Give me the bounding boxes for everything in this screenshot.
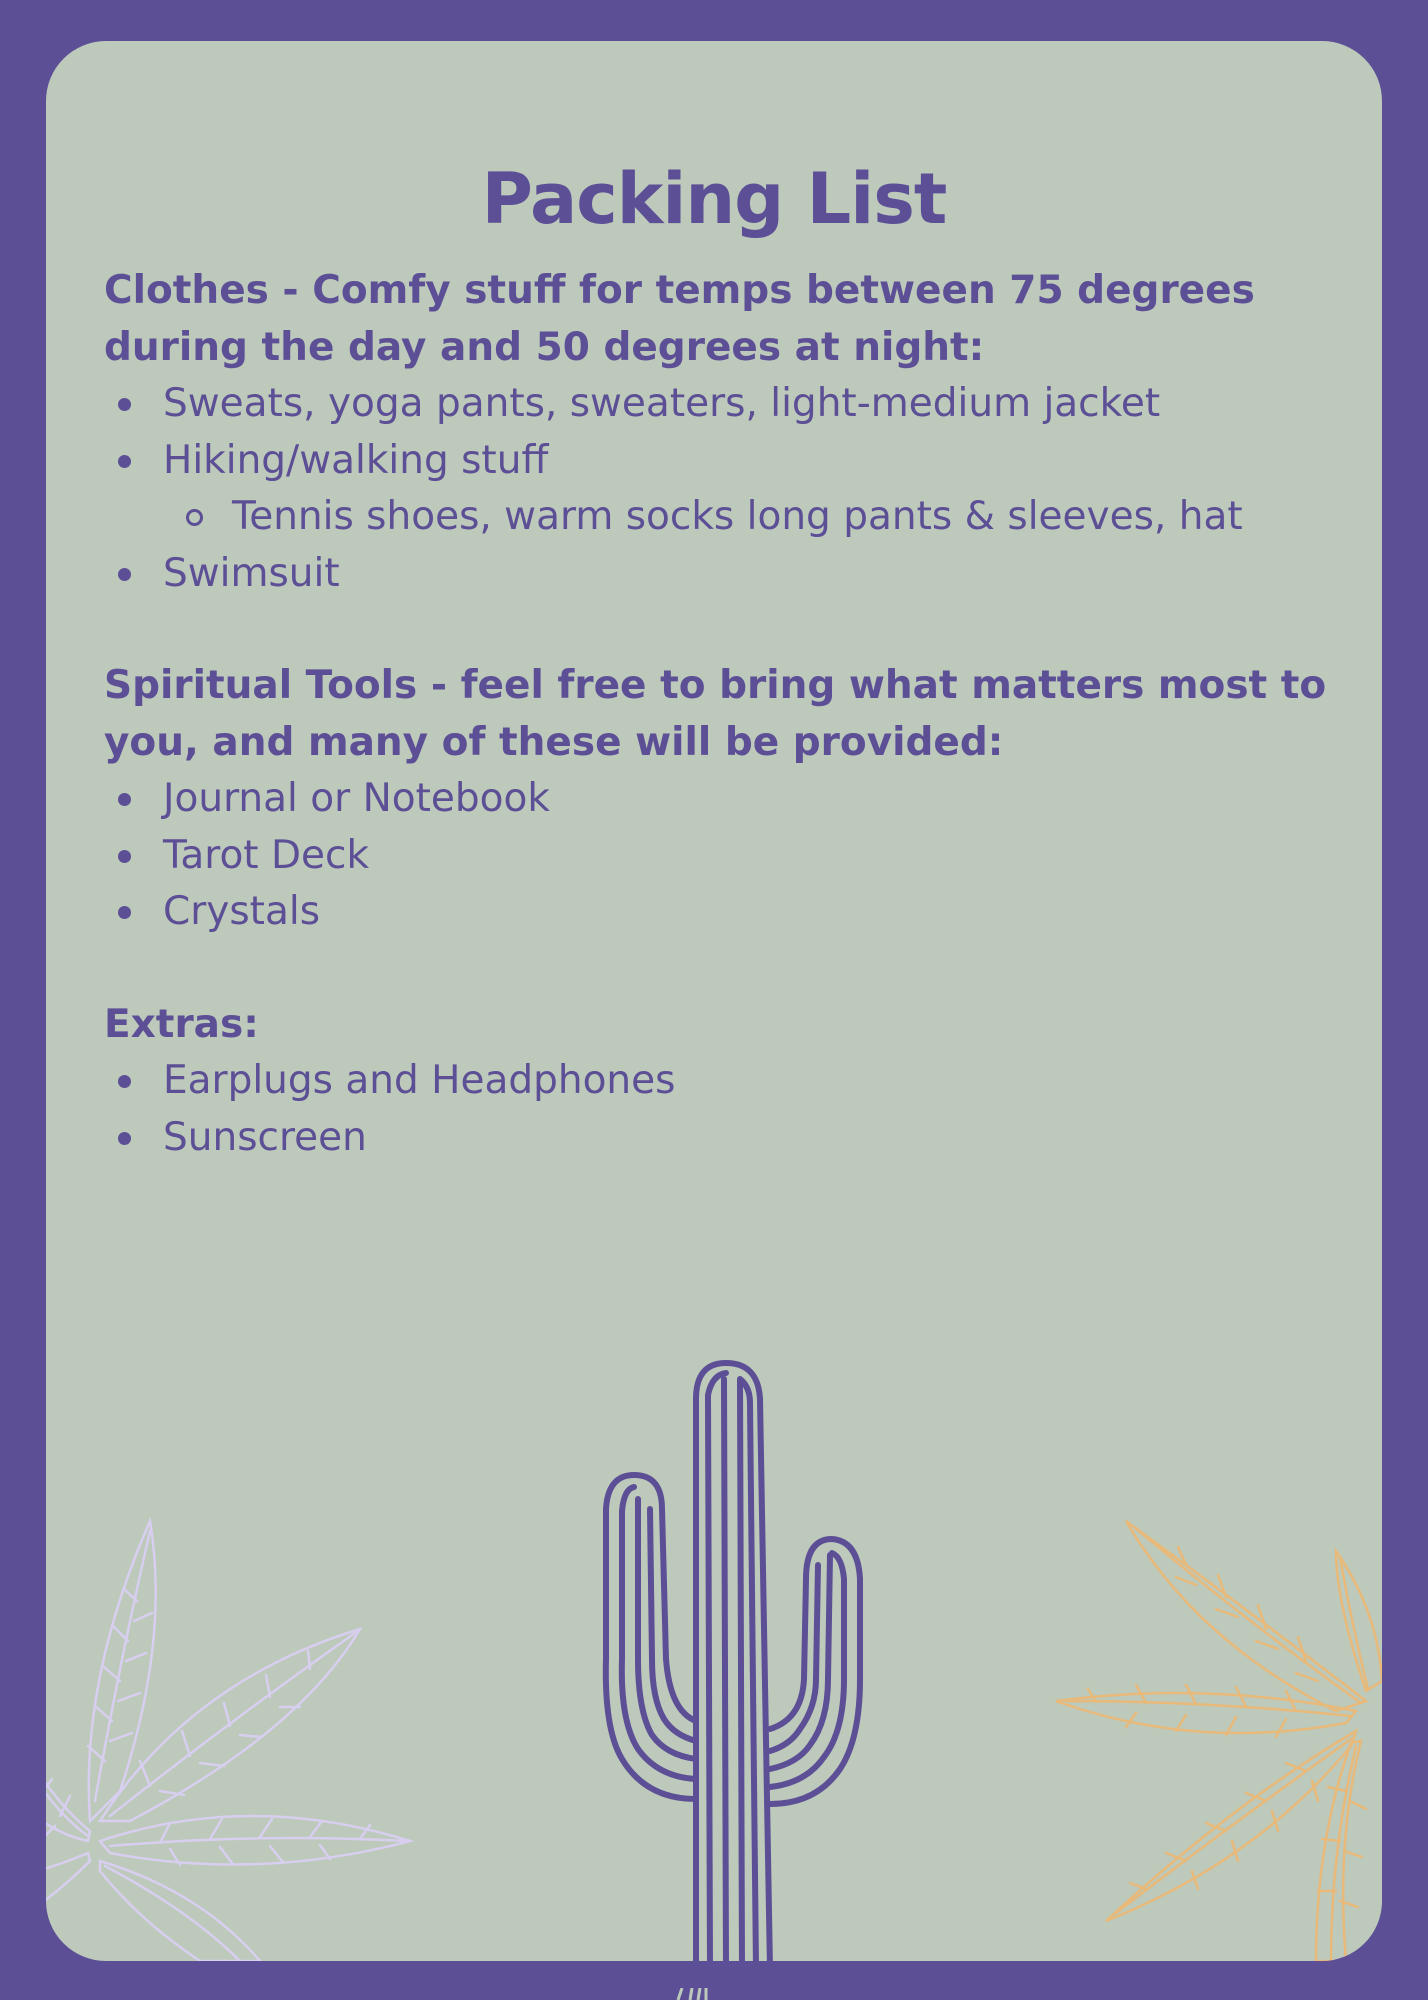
section-heading bbox=[104, 263, 1364, 376]
section-heading-line: Spiritual Tools - feel free to bring what matters most to bbox=[104, 663, 1327, 708]
section-extras bbox=[104, 997, 1364, 1167]
list-item bbox=[46, 1053, 1364, 1110]
bullet-icon bbox=[118, 906, 131, 919]
list-item-label: Tennis shoes, warm socks long pants & sleeves, hat bbox=[232, 494, 1243, 539]
bullet-icon bbox=[118, 793, 131, 806]
list-item bbox=[46, 433, 1364, 490]
list-item-label: Earplugs and Headphones bbox=[163, 1058, 676, 1103]
section-heading-line: you, and many of these will be provided: bbox=[104, 719, 1004, 765]
list-item-label: Tarot Deck bbox=[163, 832, 370, 878]
section-heading-line: Extras: bbox=[104, 1001, 259, 1047]
list-item bbox=[46, 771, 1364, 828]
list-item-label: Sweats, yoga pants, sweaters, light-medium jacket bbox=[163, 381, 1161, 426]
item-list bbox=[104, 771, 1364, 941]
section-heading-line: Clothes - Comfy stuff for temps between 75 degrees bbox=[104, 268, 1255, 313]
list-item bbox=[46, 1110, 1364, 1167]
packing-list-content bbox=[104, 263, 1364, 1166]
list-item-label: Crystals bbox=[163, 889, 321, 934]
list-item bbox=[46, 884, 1364, 941]
bullet-icon bbox=[118, 568, 131, 581]
sub-list-item bbox=[46, 489, 1364, 546]
list-item bbox=[46, 828, 1364, 885]
bullet-icon bbox=[118, 1132, 131, 1145]
hollow-bullet-icon bbox=[186, 509, 203, 526]
page-title: Packing List bbox=[481, 158, 947, 240]
cactus-peek-icon bbox=[676, 1988, 776, 2000]
section-clothes bbox=[104, 263, 1364, 602]
bullet-icon bbox=[118, 398, 131, 411]
list-item bbox=[46, 546, 1364, 603]
list-item-label: Swimsuit bbox=[163, 550, 340, 596]
section-heading bbox=[104, 997, 1364, 1054]
item-list bbox=[104, 1053, 1364, 1166]
item-list bbox=[104, 376, 1364, 602]
packing-list-card bbox=[46, 41, 1382, 1961]
section-spacer bbox=[104, 602, 1364, 658]
section-spiritual-tools bbox=[104, 658, 1364, 941]
section-heading bbox=[104, 658, 1364, 771]
list-item bbox=[46, 376, 1364, 433]
section-spacer bbox=[104, 941, 1364, 997]
bullet-icon bbox=[118, 850, 131, 863]
palm-leaf-icon bbox=[1006, 1461, 1382, 1961]
list-item-label: Sunscreen bbox=[163, 1114, 367, 1160]
list-item-label: Hiking/walking stuff bbox=[163, 437, 549, 483]
cactus-icon bbox=[566, 1359, 906, 1961]
section-heading-line: during the day and 50 degrees at night: bbox=[104, 324, 985, 370]
list-item-label: Journal or Notebook bbox=[163, 776, 550, 821]
palm-leaf-icon bbox=[46, 1461, 420, 1961]
bullet-icon bbox=[118, 1075, 131, 1088]
bullet-icon bbox=[118, 455, 131, 468]
